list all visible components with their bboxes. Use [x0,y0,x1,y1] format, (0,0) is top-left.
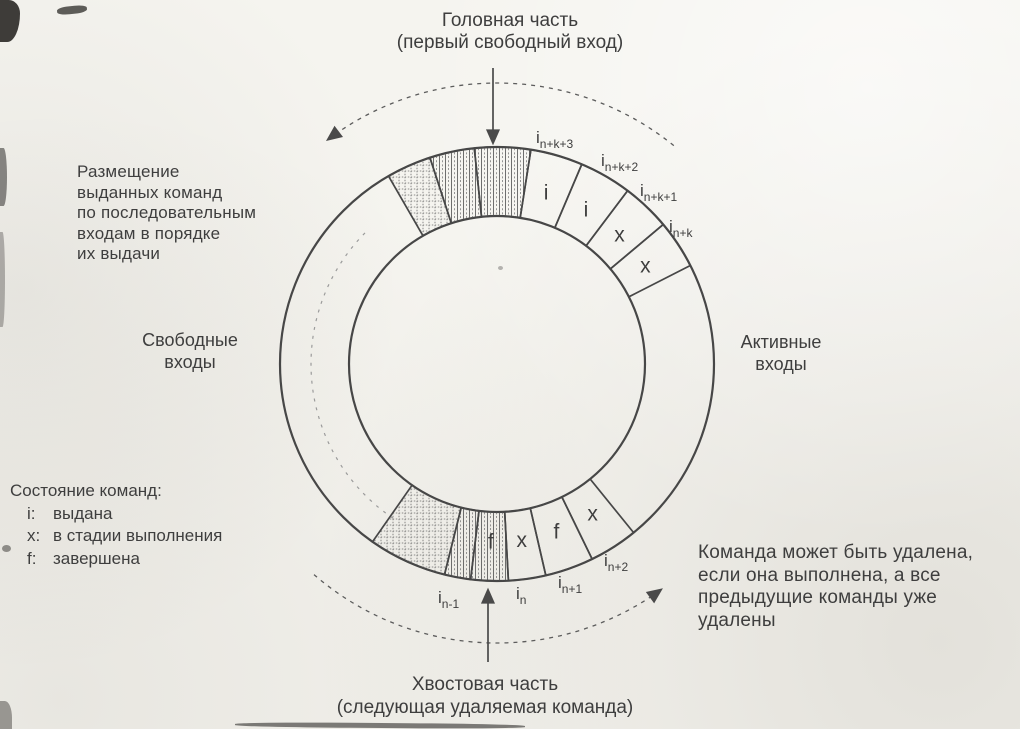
entry-index-label [604,551,628,574]
command-state-legend [10,480,222,570]
entry-index-label [536,128,573,151]
entry-index-subscript: n+k [672,226,693,240]
entry-index-base: i [516,584,520,603]
entry-index-label [640,181,677,204]
placement-note [77,162,333,265]
entry-index-base: i [536,128,540,147]
removal-note [698,542,1020,632]
scan-artifact [0,232,5,327]
active-entries-label [714,331,848,375]
legend-key: x: [27,526,41,545]
entry-index-label [669,217,693,240]
removal-note-line: удалены [698,609,776,631]
free-entries-line2: входы [164,352,216,372]
active-entries-line1: Активные [740,332,822,352]
legend-item [10,503,222,526]
legend-item [10,548,222,571]
tail-title-line2: (следующая удаляемая команда) [336,697,634,718]
head-title-line1: Головная часть [441,10,579,31]
entry-index-subscript: n+k+1 [643,190,678,204]
removal-note-line: Команда может быть удалена, [698,542,974,563]
rotation-arc-top [328,83,674,146]
tail-title-line1: Хвостовая часть [411,674,559,695]
free-entries-line1: Свободные [142,330,238,350]
legend-text: завершена [53,548,140,568]
segment-state-letter: f [553,520,560,544]
entry-index-base: i [438,588,442,607]
entry-index-base: i [604,551,608,570]
entry-index-label [438,588,459,611]
scan-artifact [0,148,7,206]
segment-state-letter: x [516,528,528,552]
placement-note-line: Размещение [77,162,180,181]
head-title [330,10,690,54]
segment-state-letter: i [543,181,549,205]
entry-index-subscript: n+k+3 [539,137,574,151]
segment-state-letter: x [614,223,625,247]
active-entries-line2: входы [755,354,807,374]
segment-state-letter: i [583,198,589,222]
legend-title: Состояние команд: [10,481,162,500]
tail-title [270,673,700,719]
ring-segment-free-slot-hatched-bottom [373,485,462,574]
entry-index-subscript: n+k+2 [604,160,639,174]
segment-state-letter: x [587,502,598,526]
removal-note-line: если она выполнена, а все [698,564,941,586]
entry-index-base: i [558,573,562,592]
placement-note-line: по последовательным [77,203,257,222]
placement-note-line: входам в порядке [77,223,221,243]
legend-key: f: [27,548,37,568]
segment-state-letter: x [640,254,651,278]
head-title-line2: (первый свободный вход) [396,32,624,53]
entry-index-base: i [669,217,673,236]
ring-inner-circle [349,216,645,512]
entry-index-subscript: n [519,593,527,607]
scan-artifact [498,266,503,270]
scan-artifact [2,545,11,552]
entry-index-base: i [640,181,644,200]
entry-index-base: i [601,151,605,170]
entry-index-subscript: n-1 [441,597,460,611]
free-entries-label [116,329,264,373]
legend-key: i: [27,503,36,523]
entry-index-label [516,584,526,607]
entry-index-subscript: n+2 [607,560,629,574]
legend-text: в стадии выполнения [53,526,223,545]
legend-text: выдана [53,503,113,523]
removal-note-line: предыдущие команды уже [698,587,938,608]
placement-note-line: их выдачи [77,244,161,263]
entry-index-label [601,151,638,174]
entry-index-label [558,573,582,596]
segment-state-letter: f [487,530,494,554]
placement-note-line: выданных команд [77,182,223,202]
legend-item [10,525,222,548]
entry-index-subscript: n+1 [561,582,583,596]
